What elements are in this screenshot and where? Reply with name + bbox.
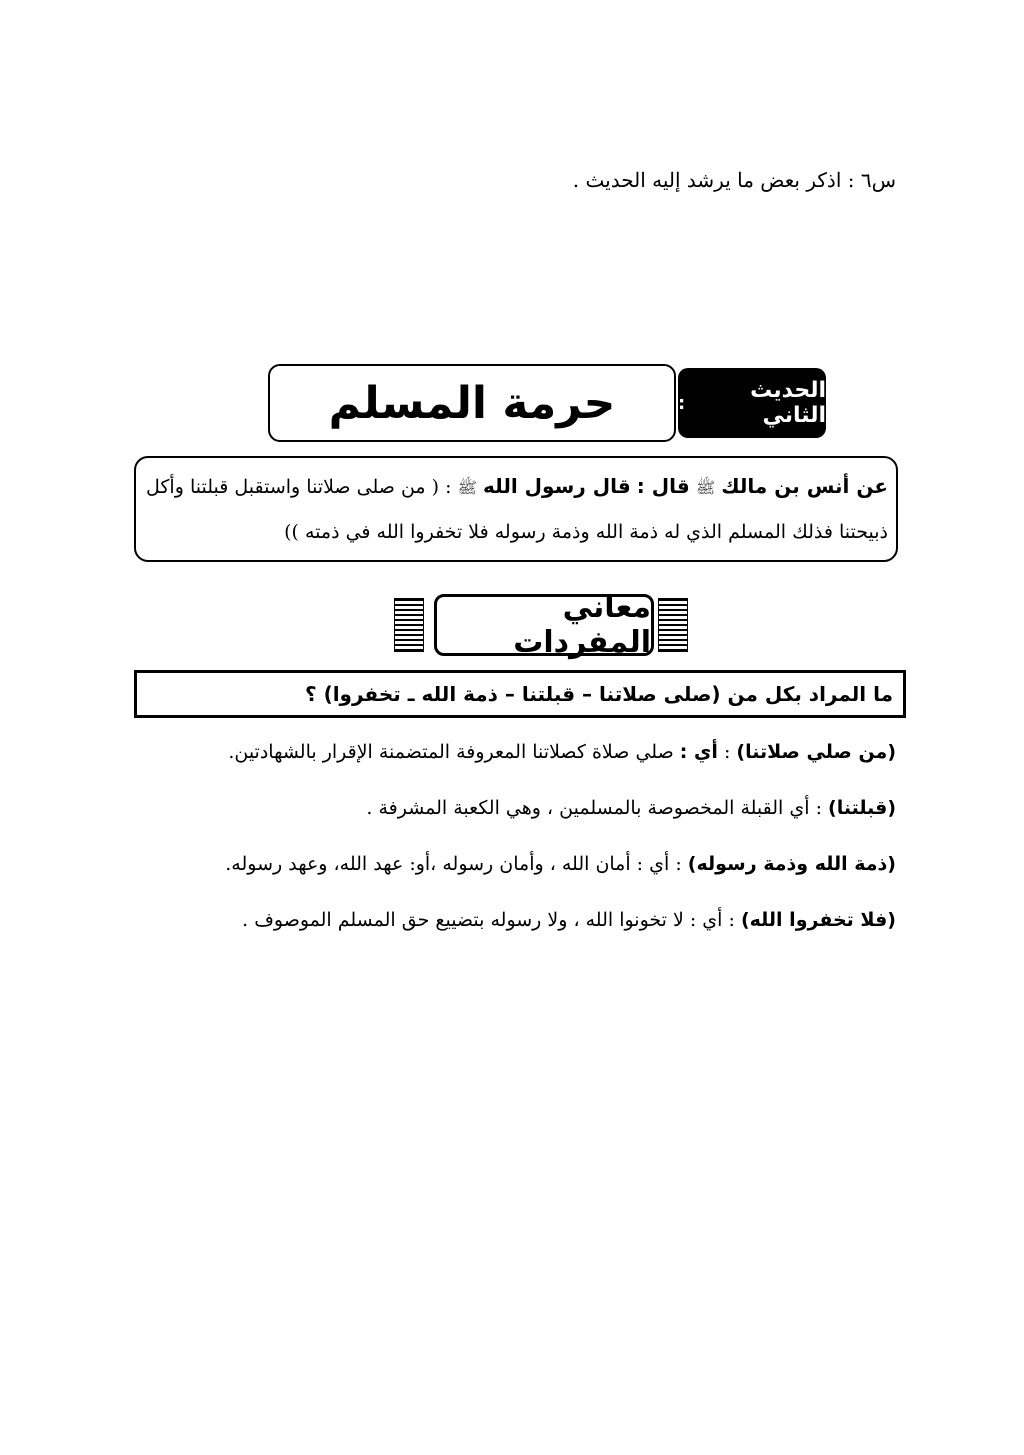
- hadith-said: قال :: [636, 474, 690, 498]
- definition-term: (فلا تخفروا الله): [740, 909, 896, 931]
- hadith-narrator: عن أنس بن مالك: [721, 474, 889, 498]
- definition-separator: :: [728, 909, 735, 931]
- definition-separator: :: [815, 797, 822, 819]
- definition-separator: :: [675, 853, 682, 875]
- definition-item: [136, 846, 896, 902]
- decorative-hatch: [394, 598, 424, 652]
- vocab-title: معاني المفردات: [434, 594, 654, 656]
- definition-separator: :: [723, 741, 731, 763]
- lesson-number-badge: [678, 368, 826, 438]
- lesson-number-separator: :: [678, 392, 686, 414]
- definition-text: أي : لا تخونوا الله ، ولا رسوله بتضييع حق المسلم الموصوف .: [242, 909, 723, 931]
- definition-lead: أي :: [679, 741, 718, 763]
- definition-term: (قبلتنا): [828, 797, 896, 819]
- definition-item: [136, 902, 896, 958]
- definition-term: (من صلي صلاتنا): [736, 741, 896, 763]
- vocab-question: ما المراد بكل من (صلى صلاتنا – قبلتنا – ذمة الله ـ تخفروا) ؟: [134, 670, 906, 718]
- lesson-title: [268, 364, 826, 442]
- honorific-mark: ﷺ: [695, 478, 716, 497]
- hadith-text: : ( من صلى صلاتنا واستقبل قبلتنا وأكل ذبيحتنا فذلك المسلم الذي له ذمة الله وذمة رسوله فلا تخفروا الله في ذمته )): [146, 476, 888, 543]
- lesson-title-main: حرمة المسلم: [268, 364, 676, 442]
- definition-term: (ذمة الله وذمة رسوله): [687, 853, 896, 875]
- decorative-hatch: [658, 598, 688, 652]
- definition-text: أي القبلة المخصوصة بالمسلمين ، وهي الكعبة المشرفة .: [366, 797, 810, 819]
- vocab-section-header: [394, 590, 688, 660]
- review-question: س٦ : اذكر بعض ما يرشد إليه الحديث .: [572, 168, 896, 192]
- hadith-box: [134, 456, 898, 562]
- honorific-mark: ﷺ: [457, 478, 477, 497]
- lesson-number-label: الحديث الثاني: [750, 378, 826, 428]
- definitions-list: [136, 734, 896, 958]
- definition-text: صلي صلاة كصلاتنا المعروفة المتضمنة الإقرار بالشهادتين.: [228, 741, 674, 763]
- hadith-prophet-said: قال رسول الله: [483, 474, 631, 498]
- definition-item: [136, 790, 896, 846]
- definition-item: [136, 734, 896, 790]
- definition-text: أي : أمان الله ، وأمان رسوله ،أو: عهد الله، وعهد رسوله.: [225, 853, 670, 875]
